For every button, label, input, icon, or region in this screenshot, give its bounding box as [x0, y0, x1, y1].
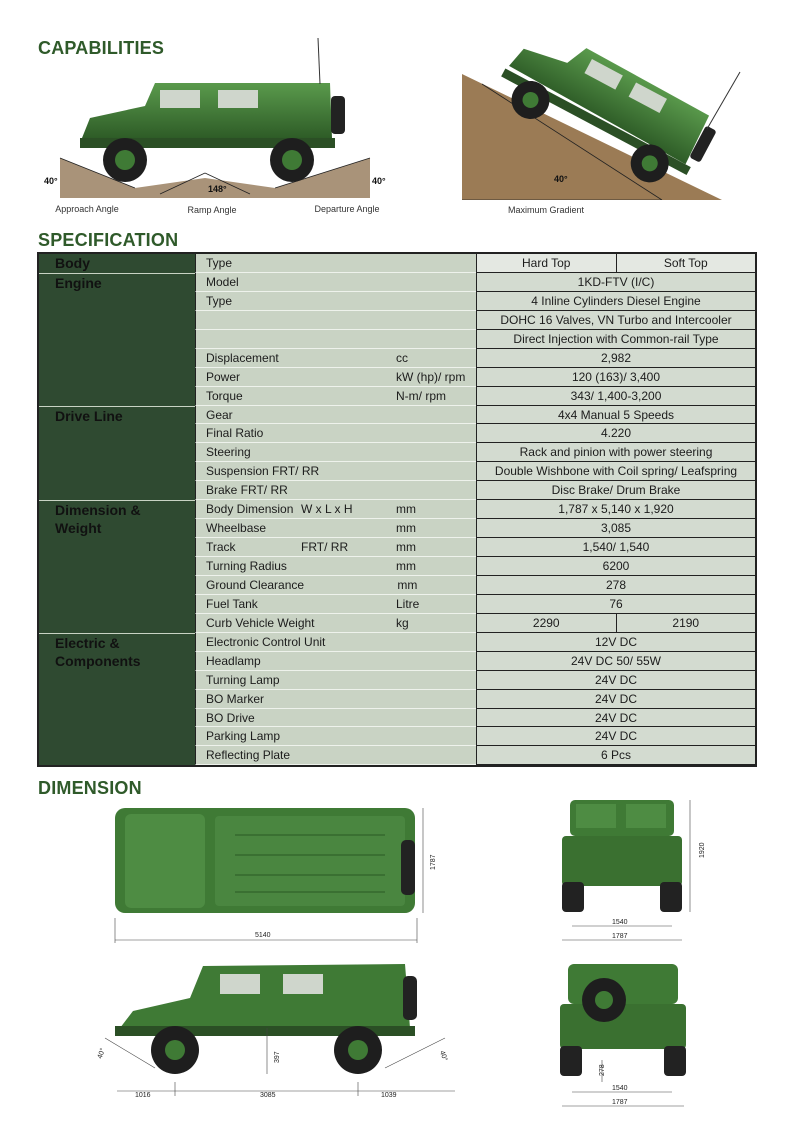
spec-name: Power — [206, 369, 241, 384]
category-label: Dimension & — [55, 502, 141, 519]
spec-sub — [301, 595, 396, 613]
table-row — [39, 576, 755, 595]
side-view-drawing — [95, 956, 465, 1101]
spec-unit — [396, 311, 476, 329]
category-body — [39, 254, 195, 273]
spec-value: 1,787 x 5,140 x 1,920 — [558, 502, 674, 517]
category-label: Drive Line — [55, 407, 123, 424]
spec-value: 4 Inline Cylinders Diesel Engine — [531, 293, 701, 308]
spec-unit: kg — [396, 615, 409, 630]
spec-name: Headlamp — [206, 653, 261, 668]
spec-name: Curb Vehicle Weight — [206, 615, 315, 630]
rear-view-drawing — [548, 960, 708, 1115]
spec-unit: kW (hp)/ rpm — [396, 369, 466, 384]
top-length: 5140 — [255, 932, 271, 939]
category-label: Body — [55, 255, 90, 271]
table-row — [39, 330, 755, 349]
table-row — [39, 387, 755, 406]
spec-name: Turning Radius — [206, 559, 287, 573]
curb-weight-hard-top: 2290 — [532, 615, 560, 630]
table-row — [39, 519, 755, 538]
capabilities-title: CAPABILITIES — [38, 38, 165, 58]
front-track: 1540 — [612, 919, 628, 926]
spec-name: Type — [206, 293, 233, 308]
spec-value: Double Wishbone with Coil spring/ Leafspring — [494, 464, 738, 479]
spec-name — [196, 330, 396, 348]
spec-unit — [396, 462, 476, 480]
table-row — [39, 254, 755, 273]
spec-name: Ground Clearance — [206, 577, 305, 592]
departure-angle-label: Departure Angle — [314, 204, 380, 214]
spec-sub — [304, 576, 397, 594]
spec-value: Rack and pinion with power steering — [519, 445, 713, 460]
spec-unit: Litre — [396, 596, 420, 611]
side-clearance: 397 — [274, 1051, 281, 1063]
spec-unit: N-m/ rpm — [396, 388, 446, 403]
top-view-drawing — [105, 800, 445, 950]
table-row — [39, 273, 755, 292]
capability-gradient-illustration — [462, 14, 752, 200]
table-row — [39, 746, 755, 765]
table-row — [39, 443, 755, 462]
category-label: Electric & — [55, 634, 120, 651]
spec-name: Model — [206, 274, 239, 289]
table-row — [39, 671, 755, 690]
table-row — [39, 557, 755, 576]
spec-value: 120 (163)/ 3,400 — [571, 369, 661, 384]
spec-value: 1KD-FTV (I/C) — [577, 274, 655, 289]
side-front-overhang: 1016 — [135, 1092, 151, 1099]
table-row — [39, 462, 755, 481]
spec-name: Parking Lamp — [206, 729, 281, 744]
spec-name: Final Ratio — [206, 426, 264, 441]
table-row — [39, 500, 755, 519]
side-rear-overhang: 1039 — [381, 1092, 397, 1099]
spec-value: 24V DC — [594, 710, 638, 725]
spec-unit — [396, 481, 476, 499]
spec-value: 24V DC — [594, 672, 638, 687]
spec-sub: W x L x H — [301, 502, 353, 517]
spec-value: 343/ 1,400-3,200 — [570, 388, 662, 403]
gradient-angle-value: 40° — [554, 174, 568, 184]
spec-unit — [396, 273, 476, 291]
spec-value: 6200 — [602, 559, 630, 573]
hard-top-header: Hard Top — [522, 256, 571, 270]
table-row — [39, 595, 755, 614]
spec-name: Body Dimension — [206, 502, 294, 517]
table-row — [39, 652, 755, 671]
spec-name: BO Drive — [206, 710, 255, 725]
dimension-title: DIMENSION — [38, 778, 142, 798]
spec-unit — [396, 443, 476, 461]
spec-name: Wheelbase — [206, 521, 267, 536]
table-row — [39, 709, 755, 728]
spec-value: 4.220 — [600, 426, 632, 441]
spec-name: Fuel Tank — [206, 596, 258, 611]
spec-name: Suspension FRT/ RR — [206, 464, 320, 479]
spec-value: 278 — [605, 577, 627, 592]
curb-weight-soft-top: 2190 — [616, 614, 756, 632]
spec-unit — [396, 424, 476, 442]
spec-value: Direct Injection with Common-rail Type — [513, 331, 719, 346]
table-row — [39, 727, 755, 746]
spec-unit — [396, 330, 476, 348]
soft-top-header: Soft Top — [616, 254, 756, 272]
front-view-drawing — [548, 796, 708, 948]
table-row — [39, 481, 755, 500]
specification-title: SPECIFICATION — [38, 230, 179, 250]
spec-value: 6 Pcs — [600, 748, 631, 763]
category-label: Weight — [55, 520, 102, 537]
ramp-angle-label: Ramp Angle — [187, 205, 237, 215]
category-label: Engine — [55, 274, 102, 291]
approach-angle-value: 40° — [44, 176, 58, 186]
spec-name: Electronic Control Unit — [206, 634, 326, 649]
spec-unit: mm — [396, 540, 416, 555]
spec-name: Reflecting Plate — [206, 748, 291, 763]
table-row — [39, 311, 755, 330]
spec-value: 24V DC — [594, 729, 638, 744]
table-row — [39, 368, 755, 387]
spec-name: Turning Lamp — [206, 672, 280, 687]
rear-clearance: 278 — [599, 1064, 606, 1076]
side-wheelbase: 3085 — [260, 1092, 276, 1099]
table-row — [39, 292, 755, 311]
rear-track: 1540 — [612, 1085, 628, 1092]
spec-unit: mm — [397, 577, 418, 592]
spec-name: Displacement — [206, 350, 279, 365]
spec-unit: mm — [396, 559, 416, 573]
capability-level-illustration — [40, 38, 400, 203]
side-approach: 40° — [96, 1047, 107, 1060]
rear-width: 1787 — [612, 1099, 628, 1106]
spec-name: Steering — [206, 445, 251, 460]
spec-unit — [396, 406, 476, 424]
spec-value: DOHC 16 Valves, VN Turbo and Intercooler — [500, 312, 732, 327]
table-row — [39, 614, 755, 633]
spec-unit: mm — [396, 521, 416, 536]
spec-sub: FRT/ RR — [301, 540, 349, 555]
table-row — [39, 633, 755, 652]
spec-sub — [301, 557, 396, 575]
spec-value: 4x4 Manual 5 Speeds — [557, 407, 675, 422]
spec-unit — [396, 292, 476, 310]
spec-value: 1,540/ 1,540 — [582, 540, 650, 555]
spec-value: 76 — [609, 596, 623, 611]
approach-angle-label: Approach Angle — [55, 204, 119, 214]
front-width: 1787 — [612, 933, 628, 940]
side-departure: 40° — [437, 1049, 449, 1063]
spec-value: 3,085 — [600, 521, 632, 536]
table-row — [39, 690, 755, 709]
spec-value: 24V DC — [594, 691, 638, 706]
top-width: 1787 — [430, 854, 437, 870]
spec-value: 2,982 — [600, 350, 632, 365]
spec-name — [196, 311, 396, 329]
spec-value: Disc Brake/ Drum Brake — [551, 483, 681, 498]
spec-name: Brake FRT/ RR — [206, 483, 288, 498]
spec-unit: mm — [396, 502, 416, 517]
spec-value: 12V DC — [594, 634, 638, 649]
table-row — [39, 538, 755, 557]
category-label: Components — [55, 652, 141, 669]
spec-value: 24V DC 50/ 55W — [570, 653, 662, 668]
table-row — [39, 406, 755, 425]
spec-sub — [301, 519, 396, 537]
table-row — [39, 349, 755, 368]
gradient-label: Maximum Gradient — [507, 205, 585, 215]
specification-table — [37, 252, 757, 767]
spec-name: Type — [206, 256, 233, 270]
spec-unit: cc — [396, 350, 408, 365]
spec-name: Track — [206, 540, 236, 555]
departure-angle-value: 40° — [372, 176, 386, 186]
ramp-angle-value: 148° — [208, 184, 227, 194]
table-row — [39, 424, 755, 443]
spec-name: Torque — [206, 388, 243, 403]
spec-name: Gear — [206, 407, 233, 422]
spec-name: BO Marker — [206, 691, 265, 706]
front-height: 1920 — [699, 842, 706, 858]
